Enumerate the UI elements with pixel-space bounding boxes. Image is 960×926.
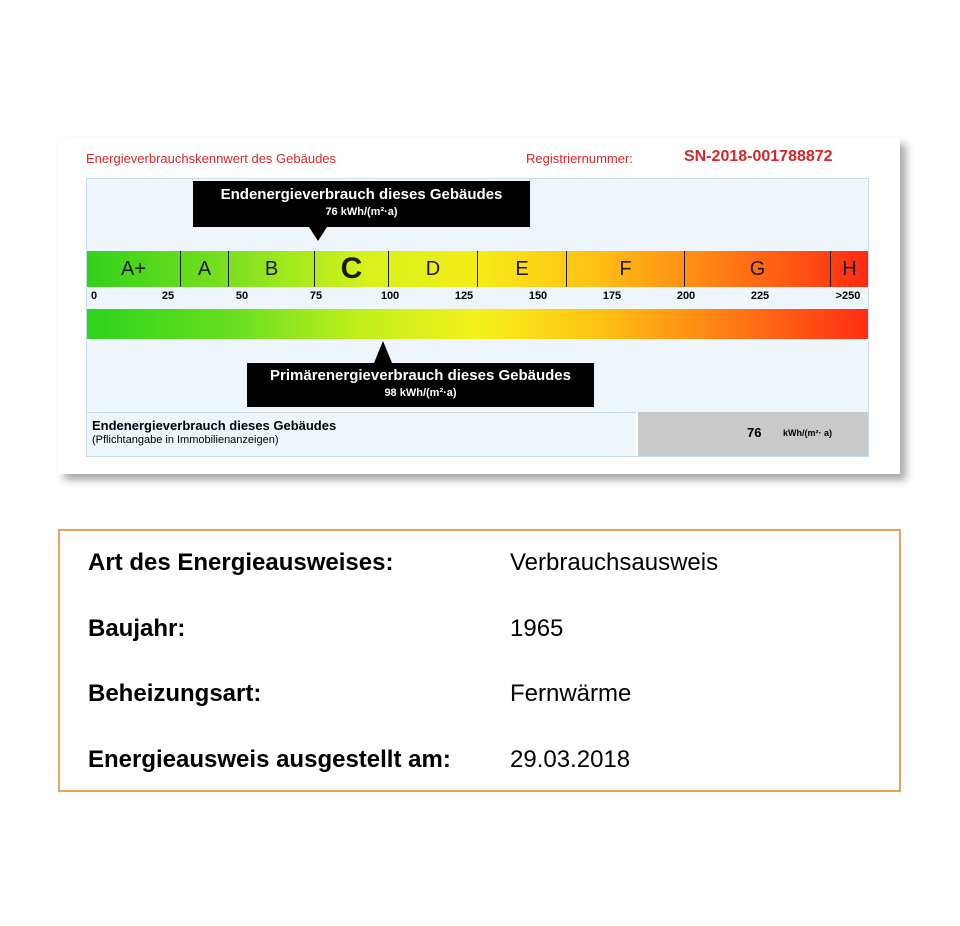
detail-label: Art des Energieausweises: xyxy=(88,549,394,576)
energy-class-a: A xyxy=(181,251,229,287)
end-energy-callout-value: 76 kWh/(m²·a) xyxy=(325,206,398,218)
scale-tick: 125 xyxy=(454,290,474,302)
energy-class-c: C xyxy=(315,251,389,287)
energy-details-box xyxy=(58,529,901,792)
primary-energy-callout xyxy=(247,363,594,407)
energy-class-h: H xyxy=(842,258,857,280)
end-energy-callout xyxy=(193,181,530,227)
primary-energy-marker xyxy=(374,341,392,363)
energy-class-g: G xyxy=(685,251,831,287)
scale-tick: 50 xyxy=(235,290,249,302)
scale-tick: 150 xyxy=(528,290,548,302)
scale-tick: 175 xyxy=(602,290,622,302)
energy-class-bar xyxy=(87,251,868,287)
certificate-title: Energieverbrauchskennwert des Gebäudes xyxy=(86,151,337,166)
end-energy-marker xyxy=(309,227,327,241)
primary-energy-gradient-bar xyxy=(87,309,868,339)
energy-certificate xyxy=(58,138,900,474)
registration-label: Registriernummer: xyxy=(526,151,633,166)
end-energy-footer-label xyxy=(87,412,636,456)
primary-energy-callout-value: 98 kWh/(m²·a) xyxy=(384,387,457,399)
scale-tick: 100 xyxy=(380,290,400,302)
registration-number: SN-2018-001788872 xyxy=(684,148,833,165)
detail-value: Fernwärme xyxy=(510,680,632,707)
detail-value: 1965 xyxy=(510,615,564,642)
energy-class-b: B xyxy=(229,251,315,287)
end-energy-footer-note: (Pflichtangabe in Immobilienanzeigen) xyxy=(92,434,279,446)
energy-class-a-plus: A+ xyxy=(87,251,181,287)
energy-class-f: F xyxy=(567,251,685,287)
primary-energy-callout-label: Primärenergieverbrauch dieses Gebäudes xyxy=(270,367,571,384)
scale-tick: 225 xyxy=(750,290,770,302)
scale-tick: 200 xyxy=(676,290,696,302)
scale-tick: 0 xyxy=(90,290,98,302)
end-energy-footer-value-box xyxy=(636,412,868,456)
energy-class-e: E xyxy=(478,251,567,287)
detail-value: 29.03.2018 xyxy=(510,746,631,773)
scale-tick: >250 xyxy=(835,290,861,302)
scale-tick: 25 xyxy=(161,290,175,302)
end-energy-callout-label: Endenergieverbrauch dieses Gebäudes xyxy=(220,186,503,203)
end-energy-footer-value: 76 xyxy=(747,425,762,440)
energy-scale-frame xyxy=(86,178,869,457)
detail-label: Beheizungsart: xyxy=(88,680,262,707)
detail-label: Baujahr: xyxy=(88,615,186,642)
energy-class-d: D xyxy=(389,251,478,287)
detail-label: Energieausweis ausgestellt am: xyxy=(88,746,451,773)
end-energy-footer-unit: kWh/(m²· a) xyxy=(783,428,832,438)
scale-tick: 75 xyxy=(309,290,323,302)
detail-value: Verbrauchsausweis xyxy=(510,549,719,576)
end-energy-footer-title: Endenergieverbrauch dieses Gebäudes xyxy=(92,418,337,433)
